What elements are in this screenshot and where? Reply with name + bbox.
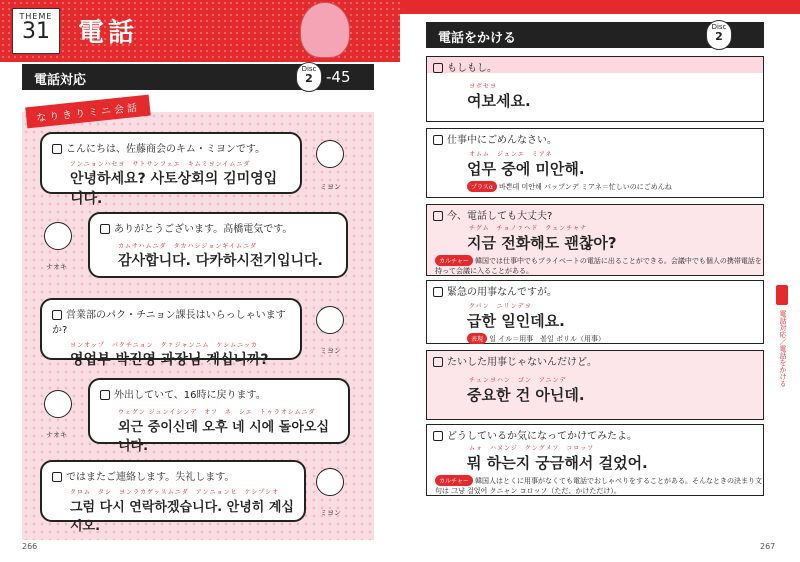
side-index-text: 電話対応／電話をかける (779, 310, 787, 387)
mini-conversation-label: なりきりミニ会話 (25, 95, 151, 129)
phrase-ruby: クパン ニリンデヨ (469, 303, 532, 310)
naoki-face-icon (44, 390, 72, 418)
dialogue-jp: 外出していて、16時に戻ります。 (114, 390, 266, 401)
note-tag: カルチャー (435, 475, 473, 486)
phrase-jp: 仕事中にごめんなさい。 (447, 135, 557, 146)
dialogue-ko: 안녕하세요? 사토상회의 김미영입니다. (70, 171, 278, 207)
dialogue-bubble (88, 378, 350, 454)
phrase-ruby: ヨボセヨ (469, 83, 498, 90)
phrase-note: 일 イル＝用事 볼일 ポリル（用事） (489, 335, 605, 343)
checkbox[interactable] (433, 431, 443, 441)
miyeon-face-icon (316, 140, 344, 168)
page-number-right: 267 (760, 542, 776, 551)
phrase-item (426, 204, 764, 276)
dialogue-bubble (40, 298, 302, 368)
phrase-note: 韓国では仕事中でもプライベートの電話に出ることができる。会議中でも個人の携帯電話を持って会議に入ることがある。 (435, 257, 762, 275)
phrase-item (426, 280, 764, 344)
phrase-ruby: チグム チョノァヘド クェンチャナ (469, 225, 587, 232)
phrase-ko: 뭐 하는지 궁금해서 걸었어. (467, 454, 648, 472)
dialogue-ko: 영업부 박진영 과장님 계십니까? (70, 352, 269, 368)
speaker-label: ナオキ (46, 431, 67, 439)
checkbox[interactable] (52, 310, 62, 320)
dialogue-jp: ありがとうございます。高橋電気です。 (114, 224, 293, 235)
phrase-jp: もしもし。 (447, 63, 497, 74)
disc-number: 2 (715, 30, 723, 43)
checkbox[interactable] (433, 135, 443, 145)
dialogue-ko: 그럼 다시 연락하겠습니다. 안녕히 계십시오. (70, 500, 294, 534)
checkbox[interactable] (433, 357, 443, 367)
phrase-ko: 여보세요. (467, 92, 531, 110)
dialogue-jp: こんにちは、佐藤商会のキム・ミヨンです。 (66, 144, 266, 155)
theme-badge (12, 8, 60, 54)
dialogue-ko: 외근 중이신데 오후 네 시에 돌아오십니다. (118, 420, 329, 454)
phrase-jp: 今、電話しても大丈夫? (447, 211, 553, 222)
checkbox[interactable] (433, 63, 443, 73)
dialogue-jp: 営業部のパク・チニョン課長はいらっしゃいますか? (52, 310, 286, 336)
dialogue-bubble (40, 132, 302, 207)
phrase-ko: 업무 중에 미안해. (467, 160, 585, 178)
phrase-ko: 급한 일인데요. (467, 312, 565, 330)
checkbox[interactable] (52, 144, 62, 154)
disc-badge-right (706, 20, 732, 50)
checkbox[interactable] (433, 287, 443, 297)
phrase-ruby: オムム ジュンエ ミアネ (469, 151, 553, 158)
phrase-item (426, 350, 764, 420)
speaker-label: ミヨン (320, 509, 341, 517)
dialogue-ruby: ウェグン ジュンイシンデ オフ ネ シエ トゥラオシムニダ (118, 409, 316, 416)
miyeon-face-icon (316, 306, 344, 334)
dialogue-jp: ではまたご連絡します。失礼します。 (66, 472, 235, 483)
checkbox[interactable] (100, 224, 110, 234)
theme-number: 31 (22, 19, 50, 44)
phrase-jp: どうしているか気になってかけてみたよ。 (447, 431, 637, 442)
speaker-label: ミヨン (320, 183, 341, 191)
track-number-right: -46 (736, 26, 761, 44)
disc-label: Disc (301, 65, 317, 73)
chapter-tab (776, 285, 788, 305)
speaker-label: ナオキ (46, 263, 67, 271)
phrase-jp: 緊急の用事なんですが。 (447, 287, 557, 298)
phrase-jp: たいした用事じゃないんだけど。 (447, 357, 597, 368)
phrase-note: 바쁜데 미안해 パップンデ ミアネ＝忙しいのにごめんね (499, 183, 672, 191)
phrase-ko: 지금 전화해도 괜찮아? (467, 234, 617, 252)
track-number-left: -45 (326, 68, 351, 86)
dialogue-ruby: カムサハムニダ タカハシジョンギイムニダ (118, 243, 258, 250)
disc-number: 2 (305, 72, 313, 85)
note-tag: 表現 (467, 333, 487, 344)
dialogue-ruby: クロム タシ ヨンラカゲッスムニダ アンニョンヒ ケシプシオ (70, 489, 280, 496)
character-illustration (300, 2, 350, 58)
note-tag: プラスα (467, 181, 497, 192)
dialogue-ruby: アンニョンハセヨ サトサンフェエ キムミヨンイムニダ (70, 161, 251, 168)
phrase-item (426, 424, 764, 496)
naoki-face-icon (44, 222, 72, 250)
phrase-note: 韓国人はとくに用事がなくても電話でおしゃべりをすることがある。そんなときの決まり文句は 그냥 걸었어 クニャン コロッソ（ただ、かけただけ）。 (435, 477, 763, 495)
disc-badge-left (296, 62, 322, 92)
phrase-item (426, 56, 764, 122)
phrase-ruby: チュンヨハン ゴン アニンデ (469, 377, 567, 384)
checkbox[interactable] (52, 472, 62, 482)
page-title: 電話 (78, 18, 139, 48)
dialogue-bubble (40, 460, 306, 534)
disc-label: Disc (711, 23, 727, 31)
checkbox[interactable] (433, 211, 443, 221)
section-title-left: 電話対応 (22, 64, 374, 90)
phrase-ko: 중요한 건 아닌데. (467, 386, 585, 404)
dialogue-ko: 감사합니다. 다카하시전기입니다. (118, 253, 323, 269)
header-band-right (400, 0, 800, 14)
phrase-item (426, 128, 764, 198)
page-number-left: 266 (22, 542, 38, 551)
phrase-ruby: ムォ ハヌンジ クングメソ コロッソ (469, 445, 595, 452)
section-title-right: 電話をかける (426, 22, 764, 48)
theme-label: THEME (19, 12, 53, 21)
checkbox[interactable] (100, 390, 110, 400)
dialogue-ruby: ヨンオップ パクチニョン クァジャンニム ケシムニッカ (70, 342, 258, 349)
note-tag: カルチャー (435, 255, 473, 266)
dialogue-bubble (88, 212, 348, 278)
speaker-label: ミヨン (320, 347, 341, 355)
miyeon-face-icon (316, 468, 344, 496)
